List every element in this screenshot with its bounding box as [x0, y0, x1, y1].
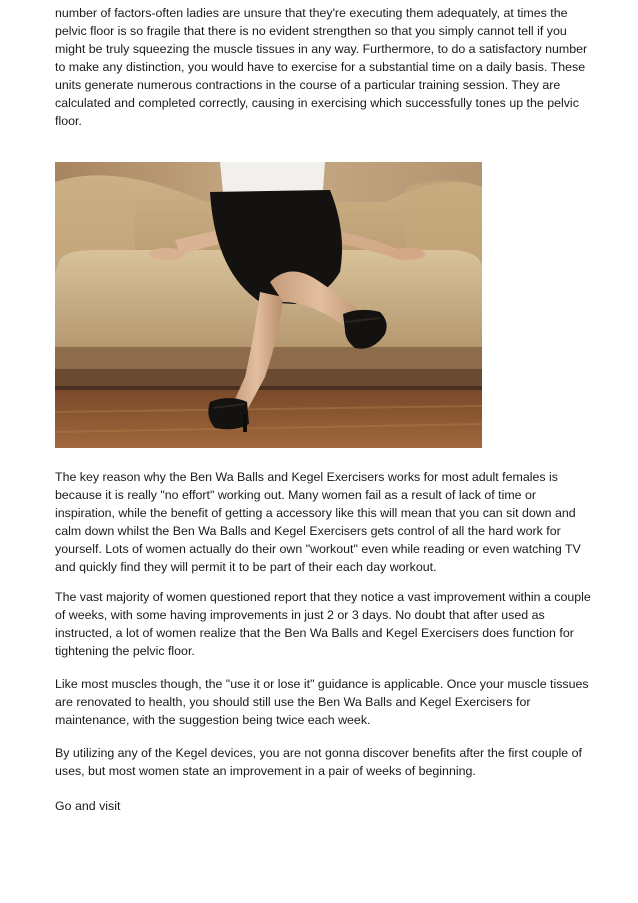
- paragraph-devices: By utilizing any of the Kegel devices, you are not gonna discover benefits after the first couple of uses, but most women state an improvement in a pair of weeks of beginning.: [55, 746, 582, 778]
- paragraph-maintenance: Like most muscles though, the "use it or lose it" guidance is applicable. Once your muscle tissues are renovated to health, you should still use the Ben Wa Balls and Kegel Exercisers for maintenance, with the suggestion being twice each week.: [55, 677, 589, 727]
- photo-woman-on-sofa: [55, 162, 482, 448]
- paragraph-results: The vast majority of women questioned report that they notice a vast improvement within a couple of weeks, with some having improvements in just 2 or 3 days. No doubt that after used as instructed, a lot of women realize that the Ben Wa Balls and Kegel Exercisers does function for tightening the pelvic floor.: [55, 590, 591, 658]
- paragraph-visit: Go and visit: [55, 799, 121, 813]
- paragraph-no-effort: The key reason why the Ben Wa Balls and Kegel Exercisers works for most adult females is because it is really "no effort" working out. Many women fail as a result of lack of time or inspiration, while the benefit of getting a accessory like this will mean that you can sit down and calm down whilst the Ben Wa Balls and Kegel Exercisers gets control of all the hard work for yourself. Lots of women actually do their own "workout" even while reading or even watching TV and quickly find they will permit it to be part of their each day workout.: [55, 470, 581, 574]
- paragraph-intro: number of factors-often ladies are unsure that they're executing them adequately, at times the pelvic floor is so fragile that there is no evident strengthen so that you simply cannot tell if you might be truly squeezing the muscle tissues in any way. Furthermore, to do a satisfactory number to make any distinction, you would have to exercise for a substantial time on a daily basis. These units generate numerous contractions in the course of a particular training session. They are calculated and completed correctly, causing in exercising which successfully tones up the pelvic floor.: [55, 6, 588, 128]
